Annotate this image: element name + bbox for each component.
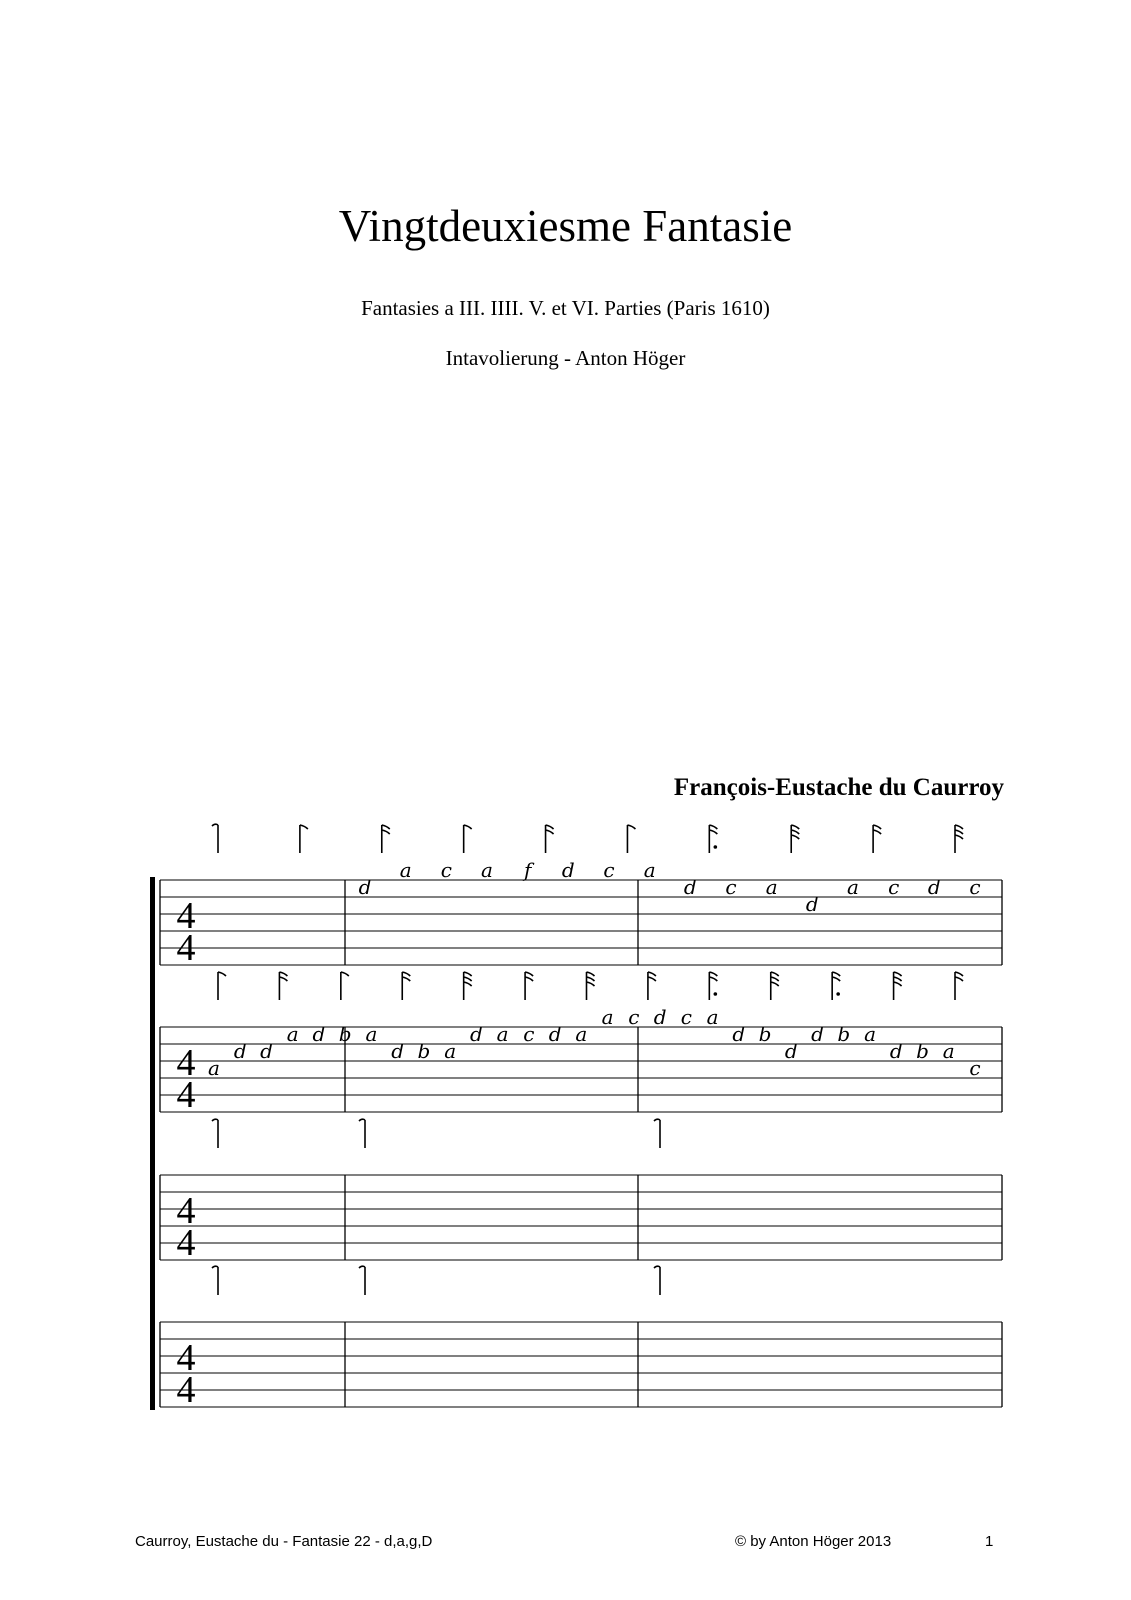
rhythm-flag bbox=[955, 835, 963, 839]
arranger-credit: Intavolierung - Anton Höger bbox=[445, 346, 686, 370]
tab-letter: f bbox=[523, 858, 532, 882]
rhythm-flag bbox=[648, 972, 656, 976]
rhythm-flag bbox=[873, 825, 881, 829]
time-signature-top: 4 bbox=[176, 1190, 196, 1232]
rhythm-flag bbox=[341, 972, 349, 976]
rhythm-flag bbox=[709, 830, 717, 834]
tab-letter: d bbox=[548, 1022, 562, 1046]
tab-letter: c bbox=[680, 1005, 692, 1029]
tab-letter: d bbox=[653, 1005, 667, 1029]
tab-letter: a bbox=[575, 1022, 588, 1046]
rhythm-flag bbox=[791, 830, 799, 834]
rhythm-flag bbox=[546, 825, 554, 829]
rhythm-flag bbox=[279, 977, 287, 981]
tab-letter: a bbox=[481, 858, 493, 882]
rhythm-flag bbox=[955, 977, 963, 981]
rhythm-flag bbox=[382, 825, 390, 829]
source-subtitle: Fantasies a III. IIII. V. et VI. Parties (Paris 1610) bbox=[361, 296, 770, 320]
rhythm-flag bbox=[955, 830, 963, 834]
tab-letter: c bbox=[725, 875, 737, 899]
rhythm-flag bbox=[771, 982, 779, 986]
rhythm-flag bbox=[832, 977, 840, 981]
rhythm-flag bbox=[955, 972, 963, 976]
tab-letter: b bbox=[338, 1022, 352, 1046]
rhythm-flag bbox=[525, 977, 533, 981]
rhythm-flag bbox=[402, 977, 410, 981]
rhythm-flag bbox=[791, 825, 799, 829]
tab-letter: b bbox=[758, 1022, 772, 1046]
tab-letter: c bbox=[969, 1056, 981, 1080]
time-signature-top: 4 bbox=[176, 1042, 196, 1084]
tab-letter: a bbox=[286, 1022, 299, 1046]
time-signature-bottom: 4 bbox=[176, 1074, 196, 1116]
tab-letter: a bbox=[847, 875, 859, 899]
tab-letter: c bbox=[628, 1005, 640, 1029]
tab-letter: d bbox=[805, 892, 819, 916]
tab-letter: d bbox=[391, 1039, 405, 1063]
rhythm-flag bbox=[709, 825, 717, 829]
rhythm-flag bbox=[212, 1119, 218, 1121]
rhythm-flag bbox=[464, 977, 472, 981]
tab-letter: c bbox=[888, 875, 900, 899]
footer-copyright: © by Anton Höger 2013 bbox=[735, 1533, 892, 1550]
rhythm-flag bbox=[771, 977, 779, 981]
rhythm-flag bbox=[894, 982, 902, 986]
rhythm-flag bbox=[587, 972, 595, 976]
tab-letter: a bbox=[365, 1022, 378, 1046]
system-bracket bbox=[150, 877, 155, 1410]
tab-letter: d bbox=[784, 1039, 798, 1063]
page-number: 1 bbox=[985, 1533, 994, 1550]
tab-letter: a bbox=[864, 1022, 877, 1046]
rhythm-flag bbox=[771, 972, 779, 976]
tab-letter: c bbox=[523, 1022, 535, 1046]
tab-letter: a bbox=[765, 875, 778, 899]
rhythm-flag bbox=[654, 1266, 660, 1268]
rhythm-flag bbox=[894, 977, 902, 981]
tab-letter: d bbox=[260, 1039, 273, 1063]
tab-letter: b bbox=[837, 1022, 851, 1046]
tab-letter: d bbox=[683, 875, 697, 899]
rhythm-flag bbox=[791, 835, 799, 839]
rhythm-flag bbox=[382, 830, 390, 834]
rhythm-flag bbox=[955, 825, 963, 829]
rhythm-flag bbox=[464, 972, 472, 976]
rhythm-flag bbox=[648, 977, 656, 981]
tab-letter: a bbox=[399, 858, 412, 882]
tab-letter: d bbox=[358, 875, 372, 899]
rhythm-flag bbox=[359, 1266, 365, 1268]
rhythm-flag bbox=[709, 972, 717, 976]
tab-letter: a bbox=[706, 1005, 719, 1029]
time-signature-top: 4 bbox=[176, 895, 196, 937]
time-signature-bottom: 4 bbox=[176, 1222, 196, 1264]
rhythm-flag bbox=[359, 1119, 365, 1121]
tab-letter: d bbox=[927, 875, 941, 899]
tab-letter: a bbox=[643, 858, 656, 882]
time-signature-bottom: 4 bbox=[176, 927, 196, 969]
tab-letter: d bbox=[732, 1022, 746, 1046]
tab-letter: d bbox=[561, 858, 575, 882]
tab-letter: c bbox=[603, 858, 615, 882]
rhythm-flag bbox=[218, 972, 226, 976]
rhythm-dot bbox=[836, 992, 840, 996]
rhythm-flag bbox=[654, 1119, 660, 1121]
tab-letter: d bbox=[312, 1022, 326, 1046]
rhythm-flag bbox=[279, 972, 287, 976]
rhythm-dot bbox=[714, 992, 718, 996]
tab-letter: d bbox=[233, 1039, 247, 1063]
tab-letter: b bbox=[916, 1039, 929, 1063]
rhythm-flag bbox=[627, 825, 635, 829]
rhythm-flag bbox=[709, 977, 717, 981]
rhythm-flag bbox=[587, 982, 595, 986]
tab-letter: b bbox=[417, 1039, 431, 1063]
footer-piece-info: Caurroy, Eustache du - Fantasie 22 - d,a,g,D bbox=[135, 1533, 433, 1550]
tab-letter: a bbox=[942, 1039, 955, 1063]
tab-letter: d bbox=[889, 1039, 903, 1063]
rhythm-flag bbox=[300, 825, 308, 829]
tab-letter: a bbox=[444, 1039, 457, 1063]
rhythm-flag bbox=[464, 825, 472, 829]
rhythm-flag bbox=[212, 824, 218, 826]
rhythm-flag bbox=[894, 972, 902, 976]
tab-letter: d bbox=[811, 1022, 824, 1046]
rhythm-flag bbox=[873, 830, 881, 834]
tab-letter: c bbox=[440, 858, 452, 882]
rhythm-flag bbox=[212, 1266, 218, 1268]
rhythm-flag bbox=[464, 982, 472, 986]
tab-letter: c bbox=[969, 875, 981, 899]
rhythm-flag bbox=[525, 972, 533, 976]
tab-letter: a bbox=[601, 1005, 614, 1029]
composer-name: François-Eustache du Caurroy bbox=[673, 774, 1004, 801]
tab-letter: a bbox=[208, 1056, 220, 1080]
rhythm-flag bbox=[832, 972, 840, 976]
rhythm-flag bbox=[546, 830, 554, 834]
tab-letter: d bbox=[470, 1022, 483, 1046]
rhythm-flag bbox=[587, 977, 595, 981]
tab-letter: a bbox=[496, 1022, 509, 1046]
rhythm-flag bbox=[402, 972, 410, 976]
time-signature-bottom: 4 bbox=[176, 1369, 196, 1411]
rhythm-dot bbox=[714, 845, 718, 849]
page-title: Vingtdeuxiesme Fantasie bbox=[338, 201, 793, 251]
time-signature-top: 4 bbox=[176, 1337, 196, 1379]
